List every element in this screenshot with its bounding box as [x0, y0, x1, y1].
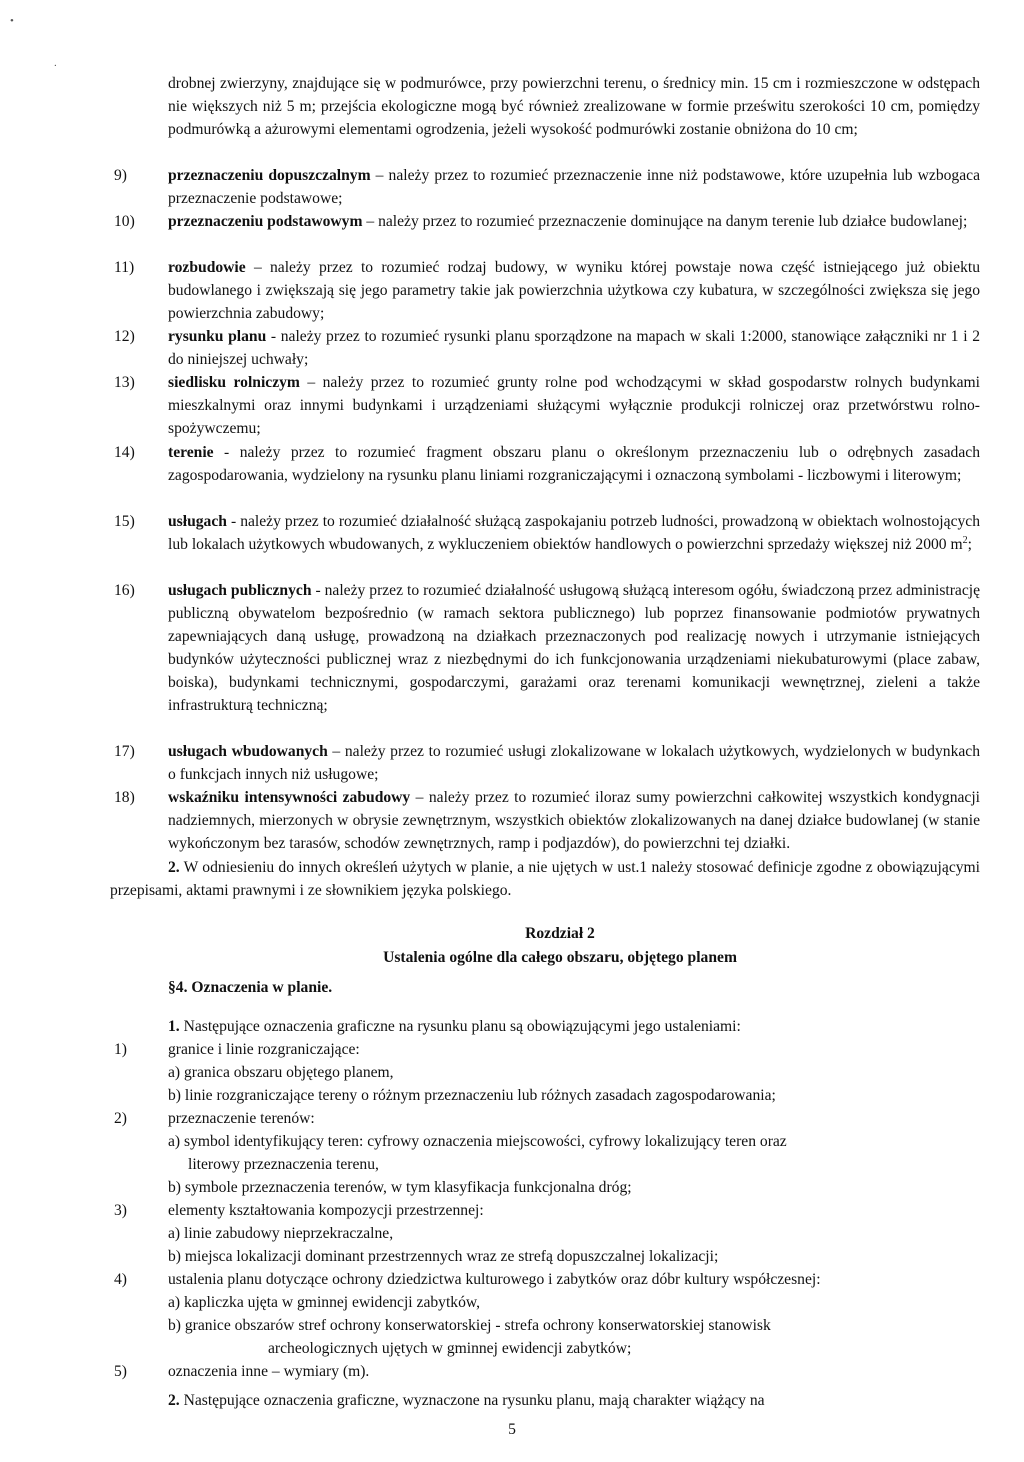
definition-term: rozbudowie — [168, 259, 246, 276]
paragraph-2 — [110, 856, 980, 902]
paragraph-number: 2. — [168, 859, 180, 876]
definition-item — [114, 164, 980, 210]
paragraph-text: Następujące oznaczenia graficzne na rysunku planu są obowiązującymi jego ustaleniami: — [179, 1018, 741, 1035]
definition-number: 14) — [114, 444, 135, 461]
intro-paragraph — [168, 72, 980, 141]
scan-speck-1: • — [10, 15, 14, 27]
list-item: oznaczenia inne – wymiary (m). — [168, 1363, 370, 1380]
list-subitem: a) linie zabudowy nieprzekraczalne, — [168, 1225, 394, 1242]
list-number: 2) — [114, 1110, 127, 1127]
definition-number: 11) — [114, 259, 135, 276]
list-subitem-continuation: archeologicznych ujętych w gminnej ewidencji zabytków; — [268, 1340, 632, 1357]
definition-term: usługach wbudowanych — [168, 743, 328, 760]
paragraph-number: 1. — [168, 1018, 180, 1035]
definition-term: usługach — [168, 513, 227, 530]
definition-text: – należy przez to rozumieć grunty rolne pod wchodzącymi w skład gospodarstw rolnych budynkami mieszkalnymi oraz innymi budynkami i urządzeniami służącymi wyłącznie produkcji rolniczej oraz przetwórstwu rolno-spożywczemu; — [168, 374, 980, 438]
definition-term: siedlisku rolniczym — [168, 374, 300, 391]
intro-text: drobnej zwierzyny, znajdujące się w podmurówce, przy powierzchni terenu, o średnicy min. 15 cm i rozmieszczone w odstępach nie większych niż 5 m; przejścia ekologiczne mogą być również zrealizowane w formie prześwitu szerokości 10 cm, pomiędzy podmurówką a ażurowymi elementami ogrodzenia, jeżeli wysokość podmurówki zostanie obniżona do 10 cm; — [168, 75, 980, 139]
list-subitem: b) miejsca lokalizacji dominant przestrzennych wraz ze strefą dopuszczalnej lokalizacji; — [168, 1248, 719, 1265]
definition-item — [114, 325, 980, 371]
section-paragraph-1 — [168, 1015, 741, 1038]
paragraph-number: 2. — [168, 1392, 180, 1409]
definition-text: – należy przez to rozumieć przeznaczenie inne niż podstawowe, które uzupełnia lub wzbogaca przeznaczenie podstawowe; — [168, 167, 980, 208]
definition-text: – należy przez to rozumieć przeznaczenie dominujące na danym terenie lub działce budowlanej; — [362, 213, 968, 230]
list-number: 5) — [114, 1363, 127, 1380]
paragraph-text: Następujące oznaczenia graficzne, wyznaczone na rysunku planu, mają charakter wiążący na — [179, 1392, 765, 1409]
definition-term: usługach publicznych — [168, 582, 312, 599]
superscript: 2 — [962, 534, 968, 546]
definition-term: wskaźniku intensywności zabudowy — [168, 789, 411, 806]
definition-text: – należy przez to rozumieć usługi zlokalizowane w lokalach użytkowych, wydzielonych w budynkach o funkcjach innych niż usługowe; — [168, 743, 981, 784]
definition-text: - należy przez to rozumieć fragment obszaru planu o określonym przeznaczeniu lub o odrębnych zasadach zagospodarowania, wydzielony na rysunku planu liniami rozgraniczającymi i oznaczoną symbolami - liczbowymi i literowym; — [168, 444, 980, 485]
definition-text: - należy przez to rozumieć działalność usługową służącą interesom ogółu, świadczoną przez administrację publiczną obywatelom bezpośrednio (w ramach sektora publicznego) lub poprzez finansowanie podmiotów prywatnych zapewniających daną usługę, prowadzoną na działkach przeznaczonych pod realizację nowych i utrzymanie istniejących budynków użyteczności publicznej wraz z niezbędnymi do ich funkcjonowania urządzeniami niekubaturowymi (place zabaw, boiska), budynkami technicznymi, gospodarczymi, garażami oraz terenami komunikacji wewnętrznej, zieleni a także infrastrukturą techniczną; — [168, 582, 981, 715]
scan-speck-2: . — [54, 57, 57, 69]
definition-number: 10) — [114, 213, 135, 230]
chapter-subtitle: Ustalenia ogólne dla całego obszaru, objętego planem — [383, 949, 737, 966]
definition-term: rysunku planu — [168, 328, 267, 345]
list-number: 3) — [114, 1202, 127, 1219]
definition-item — [114, 740, 980, 786]
section-paragraph-2 — [168, 1389, 765, 1412]
definition-text: - należy przez to rozumieć działalność służącą zaspokajaniu potrzeb ludności, prowadzoną w obiektach wolnostojących lub lokalach użytkowych wbudowanych, z wykluczeniem obiektów handlowych o powierzchni sprzedaży większej niż 2000 m — [168, 513, 980, 554]
definition-term: terenie — [168, 444, 214, 461]
page-number: 5 — [508, 1421, 516, 1438]
list-subitem: a) kapliczka ujęta w gminnej ewidencji zabytków, — [168, 1294, 481, 1311]
list-subitem: b) granice obszarów stref ochrony konserwatorskiej - strefa ochrony konserwatorskiej stanowisk — [168, 1317, 771, 1334]
definition-number: 9) — [114, 167, 127, 184]
paragraph-text: W odniesieniu do innych określeń użytych w planie, a nie ujętych w ust.1 należy stosować definicje zgodne z obowiązującymi przepisami, aktami prawnymi i ze słownikiem języka polskiego. — [110, 859, 980, 900]
definition-item — [114, 371, 980, 440]
definition-number: 16) — [114, 582, 135, 599]
list-subitem: b) symbole przeznaczenia terenów, w tym klasyfikacja funkcjonalna dróg; — [168, 1179, 632, 1196]
chapter-title: Rozdział 2 — [525, 925, 595, 942]
definition-text: – należy przez to rozumieć rodzaj budowy, w wyniku której powstaje nowa część istniejącego już obiektu budowlanego i zwiększają się jego parametry takie jak powierzchnia użytkowa czy kubatura, w szczególności zwiększa się jego powierzchnia zabudowy; — [168, 259, 980, 323]
list-item: przeznaczenie terenów: — [168, 1110, 315, 1127]
definition-text: - należy przez to rozumieć rysunki planu sporządzone na mapach w skali 1:2000, stanowiące załączniki nr 1 i 2 do niniejszej uchwały; — [168, 328, 980, 369]
definition-number: 13) — [114, 374, 135, 391]
definition-term: przeznaczeniu dopuszczalnym — [168, 167, 371, 184]
definition-item — [114, 510, 980, 556]
list-subitem: a) granica obszaru objętego planem, — [168, 1064, 394, 1081]
definition-term: przeznaczeniu podstawowym — [168, 213, 363, 230]
definition-number: 15) — [114, 513, 135, 530]
list-number: 4) — [114, 1271, 127, 1288]
list-subitem: b) linie rozgraniczające tereny o różnym przeznaczeniu lub różnych zasadach zagospodarowania; — [168, 1087, 776, 1104]
list-subitem: a) symbol identyfikujący teren: cyfrowy oznaczenia miejscowości, cyfrowy lokalizujący teren oraz — [168, 1133, 787, 1150]
list-subitem-continuation: literowy przeznaczenia terenu, — [188, 1156, 379, 1173]
definition-number: 18) — [114, 789, 135, 806]
section-heading: §4. Oznaczenia w planie. — [168, 979, 333, 996]
list-item: elementy kształtowania kompozycji przestrzennej: — [168, 1202, 484, 1219]
definition-item — [114, 256, 980, 325]
definition-item — [114, 786, 980, 855]
definition-item — [114, 441, 980, 487]
definition-tail: ; — [967, 536, 972, 554]
definition-item — [114, 210, 980, 233]
list-number: 1) — [114, 1041, 127, 1058]
definition-number: 12) — [114, 328, 135, 345]
definition-text: – należy przez to rozumieć iloraz sumy powierzchni całkowitej wszystkich kondygnacji nadziemnych, mierzonych w obrysie zewnętrznym, wszystkich obiektów zlokalizowanych na danej działce budowlanej (w stanie wykończonym bez tarasów, schodów zewnętrznych, ramp i podjazdów), do powierzchni tej działki. — [168, 789, 980, 853]
definition-number: 17) — [114, 743, 135, 760]
definition-item — [114, 579, 980, 718]
list-item: ustalenia planu dotyczące ochrony dziedzictwa kulturowego i zabytków oraz dóbr kultury współczesnej: — [168, 1271, 821, 1288]
list-item: granice i linie rozgraniczające: — [168, 1041, 360, 1058]
